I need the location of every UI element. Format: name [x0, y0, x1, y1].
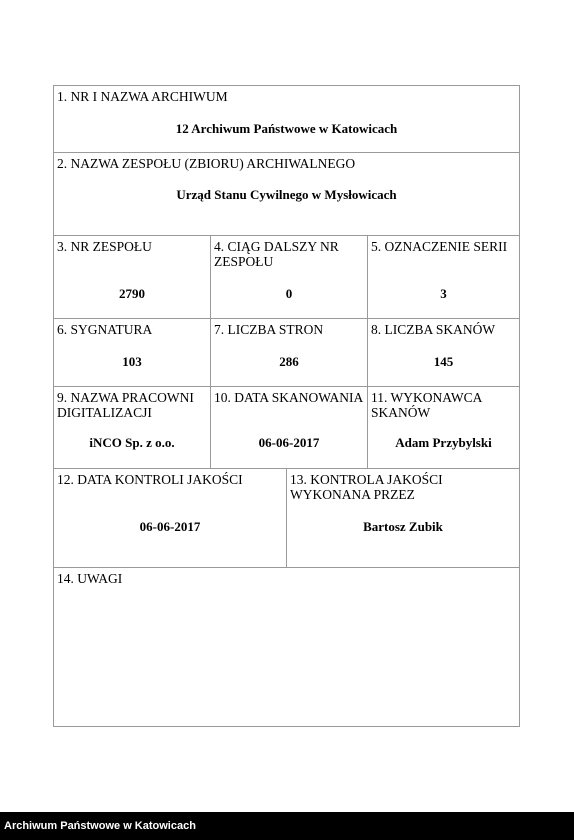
qc-by-label: 13. KONTROLA JAKOŚCI WYKONANA PRZEZ: [290, 472, 443, 502]
scanner-label: 11. WYKONAWCA SKANÓW: [371, 390, 482, 420]
signature-label: 6. SYGNATURA: [57, 322, 153, 337]
series-label: 5. OZNACZENIE SERII: [371, 239, 508, 254]
cell-scan-date: [210, 386, 368, 469]
row-remarks: [54, 568, 520, 728]
cell-scanner: [367, 386, 520, 469]
scans-label: 8. LICZBA SKANÓW: [371, 322, 496, 337]
qc-date-value: 06-06-2017: [139, 519, 201, 534]
archive-value: 12 Archiwum Państwowe w Katowicach: [175, 121, 398, 136]
row-fonds-name: [54, 153, 520, 236]
row-archive: [54, 86, 520, 154]
digitization-lab-label: 9. NAZWA PRACOWNI DIGITALIZACJI: [57, 390, 194, 420]
cell-series: [367, 235, 520, 319]
cell-scans: [367, 318, 520, 387]
signature-value: 103: [122, 354, 142, 369]
row-quality-control: [54, 469, 520, 568]
row-digitization: [54, 387, 520, 469]
archive-label: 1. NR I NAZWA ARCHIWUM: [57, 89, 228, 104]
footer-text: Archiwum Państwowe w Katowicach: [4, 820, 196, 832]
scan-date-value: 06-06-2017: [258, 435, 320, 450]
scan-date-label: 10. DATA SKANOWANIA: [214, 390, 364, 405]
qc-date-label: 12. DATA KONTROLI JAKOŚCI: [57, 472, 243, 487]
row-fonds-numbers: [54, 236, 520, 319]
fonds-name-label: 2. NAZWA ZESPOŁU (ZBIORU) ARCHIWALNEGO: [57, 156, 356, 171]
scanner-value: Adam Przybylski: [395, 435, 492, 450]
cell-signature: [53, 318, 211, 387]
fonds-number-value: 2790: [119, 286, 145, 301]
fonds-name-value: Urząd Stanu Cywilnego w Mysłowicach: [176, 187, 397, 202]
cell-fonds-name: [53, 152, 520, 236]
row-counts: [54, 319, 520, 387]
cell-archive: [53, 85, 520, 153]
digitization-lab-value: iNCO Sp. z o.o.: [89, 435, 175, 450]
cell-qc-by: [286, 468, 520, 568]
metadata-form: [54, 86, 520, 727]
pages-value: 286: [279, 354, 299, 369]
cell-digitization-lab: [53, 386, 211, 469]
pages-label: 7. LICZBA STRON: [214, 322, 324, 337]
cell-fonds-number: [53, 235, 211, 319]
qc-by-value: Bartosz Zubik: [363, 519, 443, 534]
footer-bar: [0, 812, 574, 840]
cell-continuation: [210, 235, 368, 319]
cell-remarks: [53, 567, 520, 727]
continuation-value: 0: [285, 286, 293, 301]
continuation-label: 4. CIĄG DALSZY NR ZESPOŁU: [214, 239, 339, 269]
fonds-number-label: 3. NR ZESPOŁU: [57, 239, 152, 254]
remarks-label: 14. UWAGI: [57, 571, 123, 586]
scans-value: 145: [433, 354, 454, 369]
cell-qc-date: [53, 468, 287, 568]
series-value: 3: [440, 286, 447, 301]
cell-pages: [210, 318, 368, 387]
